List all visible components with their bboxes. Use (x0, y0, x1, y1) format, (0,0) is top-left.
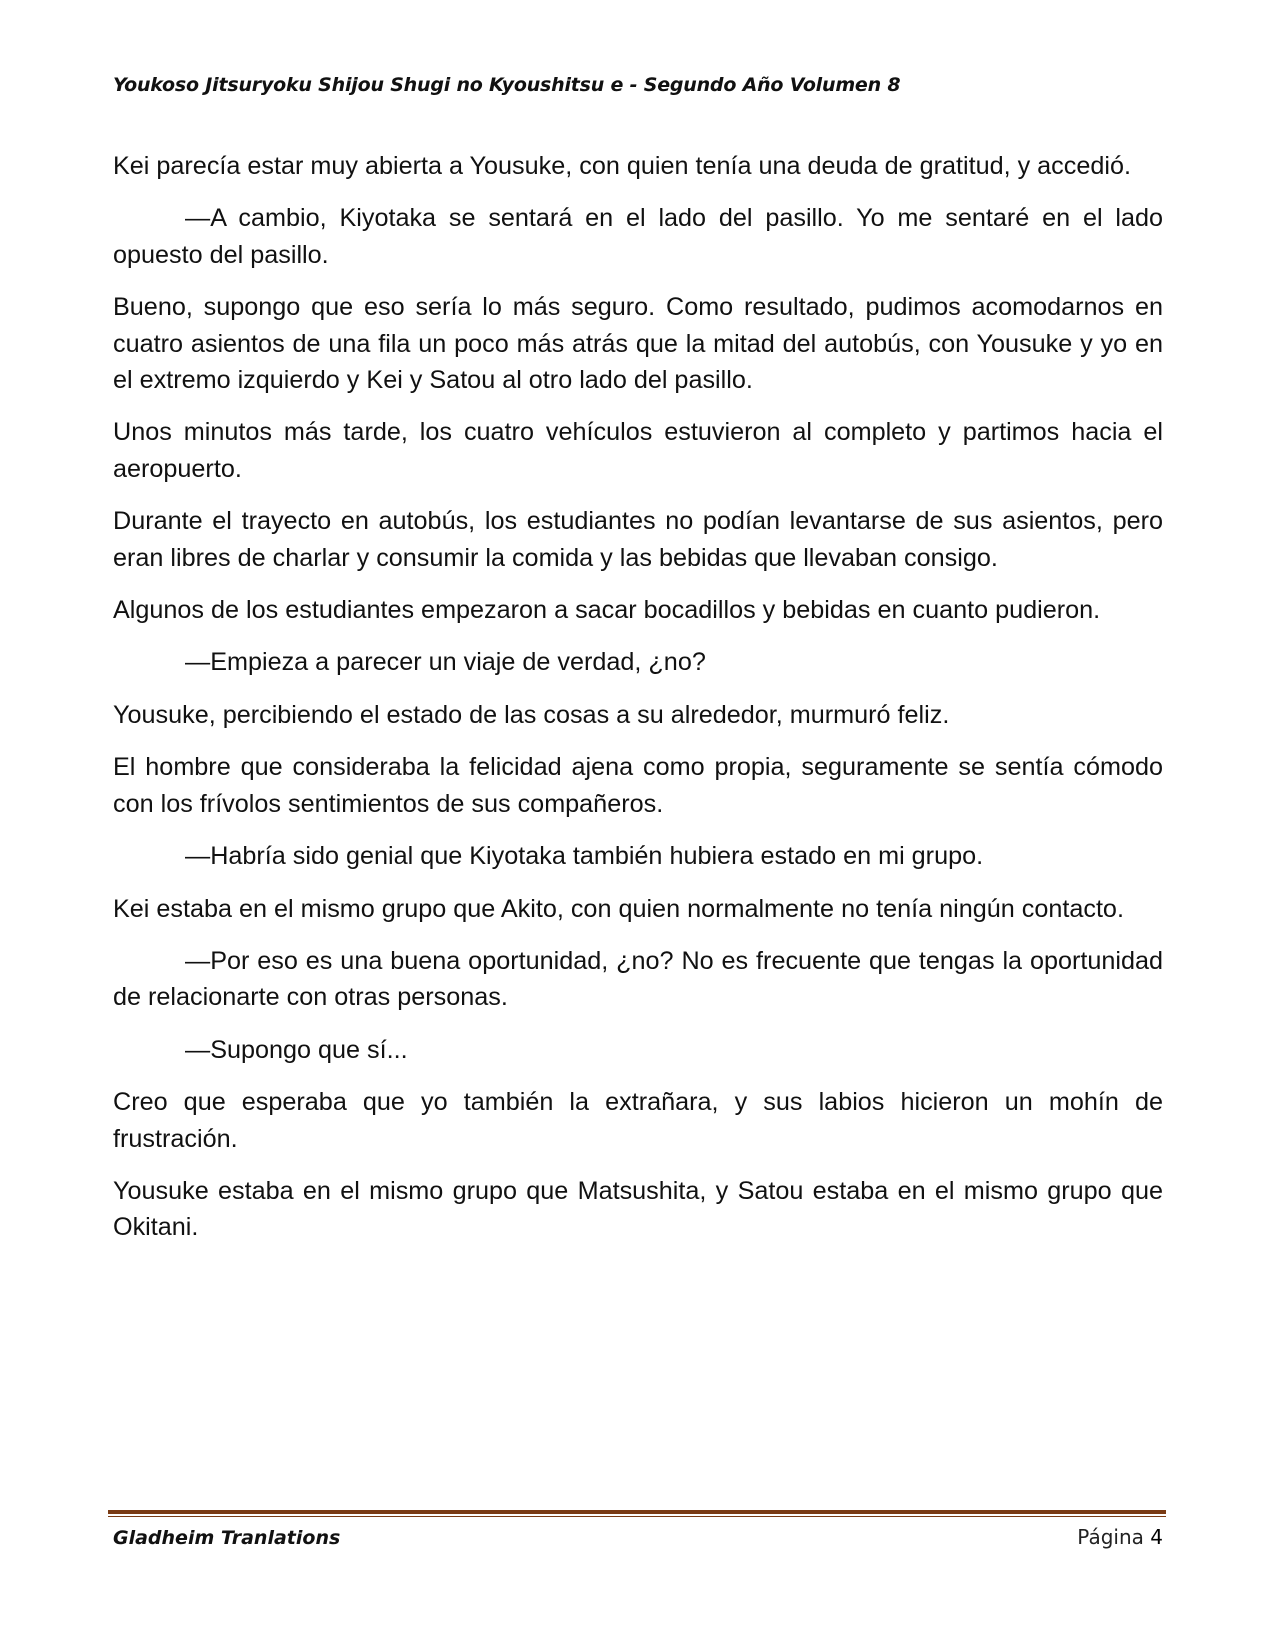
paragraph: Kei estaba en el mismo grupo que Akito, con quien normalmente no tenía ningún contacto. (113, 894, 1124, 923)
paragraph: Creo que esperaba que yo también la extrañara, y sus labios hicieron un mohín de frustración. (113, 1088, 1163, 1153)
page-number-block (1077, 1524, 1163, 1550)
paragraph: Bueno, supongo que eso sería lo más seguro. Como resultado, pudimos acomodarnos en cuatro asientos de una fila un poco más atrás que la mitad del autobús, con Yousuke y yo en el extremo izquierdo y Kei y Satou al otro lado del pasillo. (113, 293, 1163, 395)
page-body (113, 148, 1163, 1262)
page-number: 4 (1150, 1525, 1163, 1549)
dialogue-paragraph: —Por eso es una buena oportunidad, ¿no? No es frecuente que tengas la oportunidad de relacionarte con otras personas. (113, 946, 1163, 1012)
translator-credit: Gladheim Tranlations (113, 1527, 341, 1549)
running-header (113, 72, 1163, 98)
paragraph: Unos minutos más tarde, los cuatro vehículos estuvieron al completo y partimos hacia el aeropuerto. (113, 418, 1163, 483)
paragraph: Yousuke estaba en el mismo grupo que Matsushita, y Satou estaba en el mismo grupo que Okitani. (113, 1176, 1163, 1242)
dialogue-paragraph: —A cambio, Kiyotaka se sentará en el lado del pasillo. Yo me sentaré en el lado opuesto del pasillo. (113, 204, 1163, 269)
dialogue-paragraph: —Supongo que sí... (185, 1035, 408, 1064)
footer-credit (113, 1525, 340, 1551)
footer-divider-thin (108, 1516, 1166, 1517)
dialogue-paragraph: —Empieza a parecer un viaje de verdad, ¿no? (185, 648, 706, 677)
paragraph: El hombre que consideraba la felicidad ajena como propia, seguramente se sentía cómodo con los frívolos sentimientos de sus compañeros. (113, 753, 1163, 818)
paragraph: Algunos de los estudiantes empezaron a sacar bocadillos y bebidas en cuanto pudieron. (113, 596, 1101, 625)
dialogue-paragraph: —Habría sido genial que Kiyotaka también hubiera estado en mi grupo. (185, 842, 984, 871)
footer-divider (108, 1510, 1166, 1517)
footer-divider-thick (108, 1510, 1166, 1514)
paragraph: Kei parecía estar muy abierta a Yousuke, con quien tenía una deuda de gratitud, y accedió. (113, 152, 1131, 180)
page-label: Página (1077, 1525, 1144, 1549)
paragraph: Yousuke, percibiendo el estado de las cosas a su alrededor, murmuró feliz. (113, 700, 950, 729)
book-title: Youkoso Jitsuryoku Shijou Shugi no Kyoushitsu e - Segundo Año Volumen 8 (113, 74, 901, 96)
paragraph: Durante el trayecto en autobús, los estudiantes no podían levantarse de sus asientos, pero eran libres de charlar y consumir la comida y las bebidas que llevaban consigo. (113, 507, 1163, 572)
